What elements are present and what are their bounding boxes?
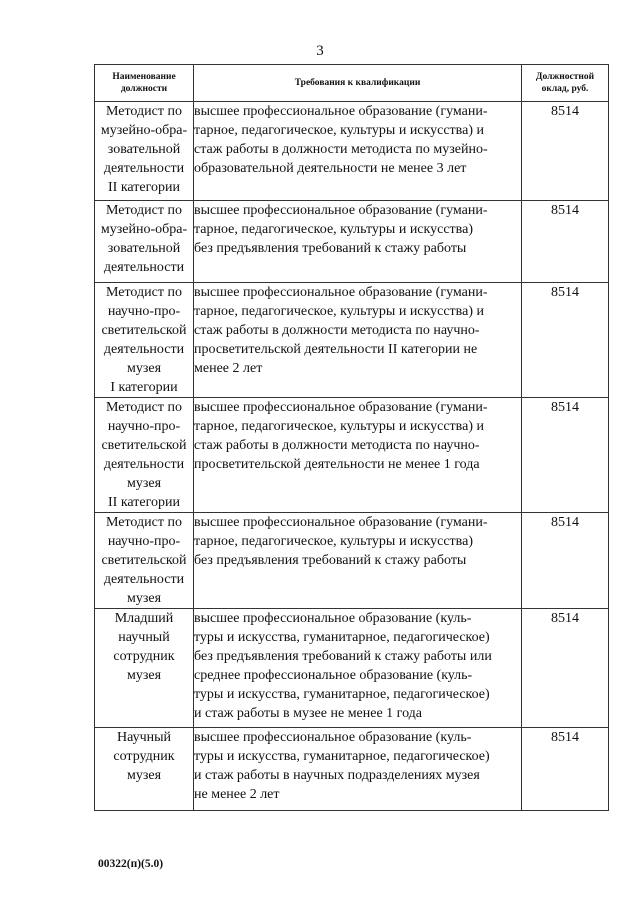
header-position-name xyxy=(95,65,194,102)
page-number: 3 xyxy=(316,43,324,59)
qualification-requirements: высшее профессиональное образование (гумани- тарное, педагогическое, культуры и искусства) и стаж работы в должности методиста по музейно- образовательной деятельности не менее 3 лет xyxy=(194,102,522,201)
table-row xyxy=(95,201,609,283)
header-requirements xyxy=(194,65,522,102)
qualification-requirements: высшее профессиональное образование (гумани- тарное, педагогическое, культуры и искусства) без предъявления требований к стажу работы xyxy=(194,201,522,283)
table-row xyxy=(95,102,609,201)
salary-value: 8514 xyxy=(522,201,609,283)
salary-value: 8514 xyxy=(522,283,609,398)
qualification-requirements: высшее профессиональное образование (гумани- тарное, педагогическое, культуры и искусства) и стаж работы в должности методиста по научно- просветительской деятельности II категории не менее 2 лет xyxy=(194,283,522,398)
header-salary xyxy=(522,65,609,102)
salary-value: 8514 xyxy=(522,102,609,201)
table-row xyxy=(95,283,609,398)
table-row xyxy=(95,398,609,513)
table-row xyxy=(95,513,609,609)
table-row xyxy=(95,609,609,728)
position-name: Методист по музейно-обра- зовательной деятельности xyxy=(95,201,194,283)
position-name: Методист по музейно-обра- зовательной деятельности II категории xyxy=(95,102,194,201)
qualification-requirements: высшее профессиональное образование (гумани- тарное, педагогическое, культуры и искусства) и стаж работы в должности методиста по научно- просветительской деятельности не менее 1 года xyxy=(194,398,522,513)
position-name: Научный сотрудник музея xyxy=(95,728,194,811)
salary-value: 8514 xyxy=(522,728,609,811)
position-name: Методист по научно-про- светительской деятельности музея II категории xyxy=(95,398,194,513)
document-code: 00322(п)(5.0) xyxy=(98,858,164,870)
position-name: Методист по научно-про- светительской деятельности музея I категории xyxy=(95,283,194,398)
position-name: Младший научный сотрудник музея xyxy=(95,609,194,728)
qualification-requirements: высшее профессиональное образование (куль- туры и искусства, гуманитарное, педагогическое) и стаж работы в научных подразделениях музея не менее 2 лет xyxy=(194,728,522,811)
salary-value: 8514 xyxy=(522,609,609,728)
qualification-requirements: высшее профессиональное образование (гумани- тарное, педагогическое, культуры и искусства) без предъявления требований к стажу работы xyxy=(194,513,522,609)
salary-value: 8514 xyxy=(522,513,609,609)
table-header-row xyxy=(95,65,609,102)
position-name: Методист по научно-про- светительской деятельности музея xyxy=(95,513,194,609)
table-row xyxy=(95,728,609,811)
qualification-requirements: высшее профессиональное образование (куль- туры и искусства, гуманитарное, педагогическое) без предъявления требований к стажу работы или среднее профессиональное образование (куль- туры и искусства, гуманитарное, педагогическое) и стаж работы в музее не менее 1 года xyxy=(194,609,522,728)
header-requirements-text: Требования к квалификации xyxy=(294,78,421,88)
salary-value: 8514 xyxy=(522,398,609,513)
header-position-name-text: Наименование должности xyxy=(112,72,176,94)
qualification-table xyxy=(94,64,609,811)
header-salary-text: Должностной оклад, руб. xyxy=(535,72,595,94)
